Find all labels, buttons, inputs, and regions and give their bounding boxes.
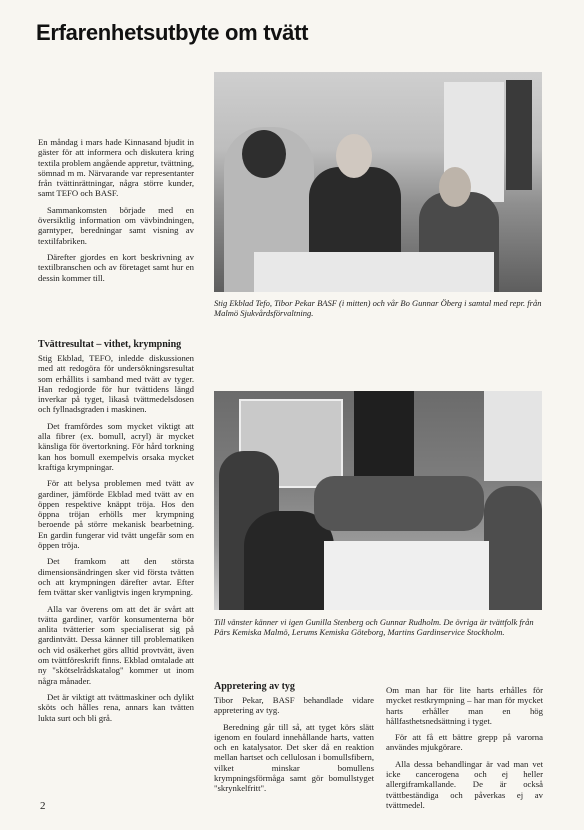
photo-table	[324, 541, 489, 610]
section-heading: Appretering av tyg	[214, 681, 295, 692]
body-paragraph: För att belysa problemen med tvätt av gardiner, jämförde Ekblad med tvätt av en öppen respektive knäppt tröja. Hos den öppna tröjan erhölls mer krympning beroende på större mekanisk bearbetning. En gardin fungerar vid tvätt ungefär som en öppen tröja.	[38, 478, 194, 551]
body-paragraph: Alla dessa behandlingar är vad man vet icke cancerogena och ej heller allergiframkallande. De är också tvättbeständiga och påverkas ej av tvättmedel.	[386, 758, 543, 810]
photo-caption: Till vänster känner vi igen Gunilla Stenberg och Gunnar Rudholm. De övriga är tvättfolk från Pärs Kemiska Malmö, Lerums Kemiska Göteborg, Martins Gardinservice Stockholm.	[214, 617, 534, 638]
body-paragraph: Det framfördes som mycket viktigt att alla fibrer (ex. bomull, acryl) är mycket känsliga för övertorkning. För hård torkning kan hos bomull exempelvis orsaka mycket kraftiga krympningar.	[38, 420, 194, 472]
photo-meeting-conversation	[214, 72, 542, 292]
photo-table	[254, 252, 494, 292]
body-paragraph: För att få ett bättre grepp på varorna användes mjukgörare.	[386, 732, 543, 753]
section-finishing	[214, 681, 374, 800]
photo-window	[484, 391, 542, 481]
body-paragraph: Alla var överens om att det är svårt att tvätta gardiner, varför konsumenterna bör anlita tvätterier som specialiserat sig på gardintvätt. Dessa känner till problematiken och vid osäkerhet görs alltid provtvätt, även om tvättföreskrift finns. Ekblad omtalade att ny "skötselrådskatalog" kommer ut inom några månader.	[38, 603, 194, 686]
body-paragraph: Stig Ekblad, TEFO, inledde diskussionen med att redogöra för undersökningsresultat som erhållits i samband med tvätt av tyger. Han redogjorde för hur tvättidens längd inverkar på tyget, likaså tvättmedelsdosen och fyllnadsgraden i maskinen.	[38, 353, 194, 415]
photo-group-back	[314, 476, 484, 531]
photo-caption: Stig Ekblad Tefo, Tibor Pekar BASF (i mitten) och vår Bo Gunnar Öberg i samtal med repr. från Malmö Sjukvårdsförvaltning.	[214, 298, 542, 319]
body-paragraph: Det är viktigt att tvättmaskiner och dylikt sköts och hålles rena, annars kan tvätten lukta surt och bli grå.	[38, 691, 194, 723]
body-paragraph: Om man har för lite harts erhålles för mycket restkrympning – har man för mycket harts erhåller man en hög hållfasthetsnedsättning i tyget.	[386, 685, 543, 726]
intro-paragraph: En måndag i mars hade Kinnasand bjudit in gäster för att informera och diskutera kring textila problem angående appretur, tvättning, sömnad m m. Närvarande var representanter från tvättinrättningar, några större kunder, samt TEFO och BASF.	[38, 137, 194, 199]
intro-paragraph: Sammankomsten började med en översiktlig information om vävbindningen, garntyper, beredningar samt visning av textilfabriken.	[38, 204, 194, 246]
section-finishing-continued	[386, 685, 543, 816]
intro-column	[38, 137, 194, 289]
photo-curtain	[506, 80, 532, 190]
section-washing-results	[38, 339, 194, 729]
photo-head-left	[242, 130, 286, 178]
photo-head-right	[439, 167, 471, 207]
intro-paragraph: Därefter gjordes en kort beskrivning av textilbranschen och av företaget samt hur en dessin kommer till.	[38, 251, 194, 283]
section-heading: Tvättresultat – vithet, krympning	[38, 339, 182, 350]
article-title: Erfarenhetsutbyte om tvätt	[36, 20, 309, 45]
photo-person-right	[484, 486, 542, 610]
page-number: 2	[40, 800, 46, 812]
photo-group-table	[214, 391, 542, 610]
body-paragraph: Det framkom att den största dimensionsändringen sker vid första tvätten och att krympningen därefter avtar. Efter fem tvättar sker vanligtvis ingen krympning.	[38, 556, 194, 598]
body-paragraph: Tibor Pekar, BASF behandlade vidare appretering av tyg.	[214, 695, 374, 716]
photo-head-center	[336, 134, 372, 178]
body-paragraph: Beredning går till så, att tyget körs slätt igenom en foulard innehållande harts, vatten och en katalysator. Det sker då en reaktion mellan hartset och cellulosan i bomullsfibern, vilket minskar bomullens krympningsförmåga samt gör bomullstyget "skrynkelfritt".	[214, 721, 374, 794]
